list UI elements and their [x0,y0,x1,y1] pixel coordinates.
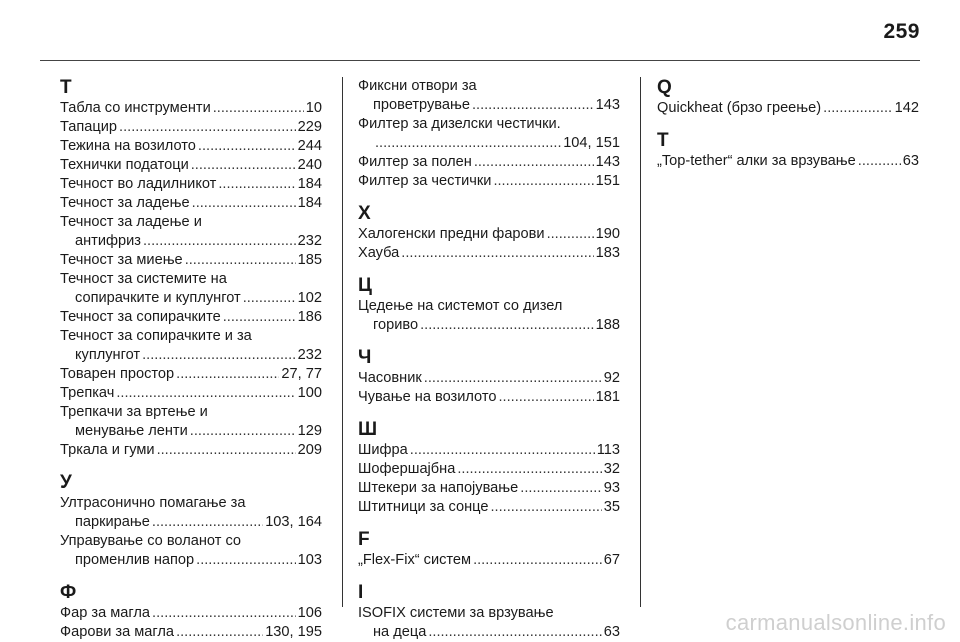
entry-line [358,369,620,388]
entry-line [358,551,620,570]
index-entry [60,532,322,570]
index-entry [60,494,322,532]
index-entry [358,77,620,115]
entry-term: „Flex-Fix“ систем [358,552,472,568]
entry-line [358,316,620,335]
entry-line [60,327,322,346]
column-divider [342,77,343,607]
entry-term: Тежина на возилото [60,138,196,154]
index-entry [60,327,322,365]
entry-term: Табла со инструменти [60,100,211,116]
entry-line [358,134,620,153]
entry-line [358,96,620,115]
entry-page-ref[interactable]: 185 [297,252,322,268]
entry-page-ref[interactable]: 63 [902,153,919,169]
entry-page-ref[interactable]: 92 [603,370,620,386]
entry-line [60,175,322,194]
section-letter: Ф [60,582,77,603]
dot-leader [223,308,296,327]
dot-leader [424,369,602,388]
entry-page-ref[interactable]: 67 [603,552,620,568]
dot-leader [185,251,296,270]
entry-line [60,365,322,384]
entry-term: Фиксни отвори за [358,78,477,94]
entry-line [358,623,620,642]
entry-term: куплунгот [75,347,141,363]
index-section [60,582,322,642]
entry-page-ref[interactable]: 143 [595,97,620,113]
dot-leader [457,460,601,479]
section-letter: F [358,529,370,550]
dot-leader [192,194,296,213]
index-entry [60,118,322,137]
entry-line [60,137,322,156]
entry-term: Филтер за честички [358,173,492,189]
entry-line [60,604,322,623]
entry-term: Течност за системите на [60,271,227,287]
entry-line [60,422,322,441]
entry-term: Тркала и гуми [60,442,155,458]
entry-page-ref[interactable]: 229 [297,119,322,135]
section-letter: Ч [358,347,372,368]
entry-page-ref[interactable]: 143 [595,154,620,170]
entry-term: Цедење на системот со дизел [358,298,563,314]
entry-page-ref[interactable]: 35 [603,499,620,515]
index-entry [657,152,919,171]
entry-term: Фар за магла [60,605,151,621]
entry-line [358,225,620,244]
index-section [358,582,620,642]
section-letter: Х [358,203,371,224]
entry-page-ref[interactable]: 103, 164 [265,514,322,530]
entry-term: Ултрасонично помагање за [60,495,246,511]
entry-term: на деца [373,624,427,640]
index-entry [60,99,322,118]
index-section [358,275,620,335]
entry-page-ref[interactable]: 32 [603,461,620,477]
entry-line [60,308,322,327]
entry-page-ref[interactable]: 103 [297,552,322,568]
index-entry [60,384,322,403]
entry-term: Технички податоци [60,157,189,173]
index-entry [358,244,620,263]
index-entry [60,270,322,308]
index-section [358,77,620,191]
entry-page-ref[interactable]: 190 [595,226,620,242]
dot-leader [142,346,296,365]
entry-term: Тапацир [60,119,118,135]
entry-term: променлив напор [75,552,195,568]
entry-term: Фарови за магла [60,624,175,640]
entry-page-ref[interactable]: 181 [595,389,620,405]
index-section [358,347,620,407]
index-entry [358,551,620,570]
index-entry [60,137,322,156]
entry-term: Течност за сопирачките и за [60,328,252,344]
index-entry [358,115,620,153]
entry-line [358,172,620,191]
dot-leader [243,289,296,308]
dot-leader [473,551,602,570]
entry-line [358,388,620,407]
entry-line [358,604,620,623]
entry-term: Хауба [358,245,400,261]
index-entry [358,225,620,244]
index-section [60,77,322,460]
index-entry [60,156,322,175]
entry-term: Штекери за напојување [358,480,519,496]
index-entry [358,441,620,460]
index-entry [60,194,322,213]
index-section [657,77,919,118]
entry-term: Штитници за сонце [358,499,489,515]
entry-term: Шифра [358,442,408,458]
dot-leader [498,388,593,407]
entry-page-ref[interactable]: 93 [603,480,620,496]
watermark: carmanualsonline.info [725,610,946,635]
entry-term: Шофершајбна [358,461,456,477]
entry-line [60,232,322,251]
entry-line [60,213,322,232]
entry-line [60,384,322,403]
entry-page-ref[interactable]: 129 [297,423,322,439]
entry-term: „Top-tether“ алки за врзување [657,153,856,169]
dot-leader [420,316,594,335]
entry-line [60,194,322,213]
page-number: 259 [883,20,920,43]
entry-line [657,99,919,118]
index-entry [60,441,322,460]
index-section [358,203,620,263]
entry-page-ref[interactable]: 104, 151 [563,135,620,151]
header-rule [40,60,920,61]
entry-line [358,77,620,96]
index-entry [60,213,322,251]
index-entry [358,460,620,479]
index-section [358,419,620,517]
entry-line [60,346,322,365]
entry-page-ref[interactable]: 232 [297,233,322,249]
entry-page-ref[interactable]: 102 [297,290,322,306]
index-entry [60,403,322,441]
entry-line [60,156,322,175]
entry-line [60,513,322,532]
entry-term: Quickheat (брзо греење) [657,100,822,116]
entry-page-ref[interactable]: 151 [595,173,620,189]
entry-line [60,551,322,570]
dot-leader [493,172,593,191]
entry-line [358,153,620,172]
dot-leader [858,152,901,171]
entry-line [358,498,620,517]
section-letter: T [657,130,669,151]
dot-leader [191,156,296,175]
index-entry [657,99,919,118]
dot-leader [218,175,295,194]
dot-leader [116,384,295,403]
index-column-2 [358,77,620,642]
section-letter: I [358,582,364,603]
dot-leader [823,99,893,118]
entry-term: Халогенски предни фарови [358,226,545,242]
entry-page-ref[interactable]: 244 [297,138,322,154]
entry-page-ref[interactable]: 100 [297,385,322,401]
entry-line [358,479,620,498]
entry-line [358,441,620,460]
dot-leader [547,225,594,244]
index-entry [60,365,322,384]
entry-term: Трепкач [60,385,115,401]
index-entry [358,369,620,388]
entry-line [60,494,322,513]
index-entry [358,479,620,498]
dot-leader [428,623,601,642]
entry-line [657,152,919,171]
index-section [657,130,919,171]
entry-page-ref[interactable]: 186 [297,309,322,325]
index-entry [60,308,322,327]
entry-line [60,99,322,118]
index-entry [358,498,620,517]
section-letter: Q [657,77,672,98]
index-column-3 [657,77,919,171]
index-section [358,529,620,570]
entry-line [60,623,322,642]
dot-leader [410,441,595,460]
entry-page-ref[interactable]: 113 [596,442,620,458]
entry-term: Товарен простор [60,366,175,382]
entry-page-ref[interactable]: 188 [595,317,620,333]
entry-line [60,270,322,289]
dot-leader [119,118,296,137]
entry-term: Чување на возилото [358,389,497,405]
entry-line [60,289,322,308]
dot-leader [196,551,296,570]
entry-page-ref[interactable]: 106 [297,605,322,621]
index-entry [358,297,620,335]
entry-line [358,115,620,134]
dot-leader [490,498,601,517]
section-letter: Ш [358,419,378,440]
entry-page-ref[interactable]: 142 [894,100,919,116]
entry-term: сопирачките и куплунгот [75,290,241,306]
index-entry [358,172,620,191]
column-divider [640,77,641,607]
dot-leader [190,422,296,441]
entry-line [60,118,322,137]
entry-term: ISOFIX системи за врзување [358,605,554,621]
entry-term: Филтер за полен [358,154,472,170]
entry-term: Течност во ладилникот [60,176,217,192]
index-entry [60,604,322,623]
dot-leader [176,365,279,384]
section-letter: Т [60,77,72,98]
dot-leader [472,96,594,115]
index-entry [358,153,620,172]
index-entry [358,604,620,642]
entry-page-ref[interactable]: 184 [297,176,322,192]
dot-leader [152,604,296,623]
entry-term: Течност за ладење [60,195,190,211]
dot-leader [213,99,304,118]
entry-page-ref[interactable]: 63 [603,624,620,640]
entry-term: паркирање [75,514,150,530]
index-entry [60,623,322,642]
entry-page-ref[interactable]: 232 [297,347,322,363]
section-letter: Ц [358,275,372,296]
entry-term: гориво [373,317,419,333]
entry-page-ref[interactable]: 240 [297,157,322,173]
entry-page-ref[interactable]: 184 [297,195,322,211]
dot-leader [474,153,594,172]
entry-term: антифриз [75,233,141,249]
entry-term: менување ленти [75,423,188,439]
dot-leader [176,623,263,642]
entry-page-ref[interactable]: 27, 77 [281,366,322,382]
dot-leader [401,244,593,263]
entry-term: Течност за ладење и [60,214,202,230]
entry-term: Течност за сопирачките [60,309,221,325]
entry-page-ref[interactable]: 183 [595,245,620,261]
entry-term: проветрување [373,97,470,113]
entry-page-ref[interactable]: 10 [305,100,322,116]
entry-term: Трепкачи за вртење и [60,404,208,420]
dot-leader [520,479,601,498]
dot-leader [157,441,296,460]
entry-line [358,460,620,479]
entry-line [60,532,322,551]
index-entry [60,175,322,194]
entry-line [60,403,322,422]
entry-term: Филтер за дизелски честички. [358,116,561,132]
index-entry [60,251,322,270]
dot-leader [198,137,296,156]
dot-leader [152,513,263,532]
entry-term: Часовник [358,370,422,386]
entry-page-ref[interactable]: 130, 195 [265,624,322,640]
dot-leader [143,232,296,251]
entry-term: Управување со воланот со [60,533,242,549]
entry-line [60,251,322,270]
index-entry [358,388,620,407]
entry-line [358,297,620,316]
dot-leader [375,134,561,153]
entry-line [358,244,620,263]
entry-term: Течност за миење [60,252,183,268]
index-column-1 [60,77,322,642]
entry-page-ref[interactable]: 209 [297,442,322,458]
index-section [60,472,322,570]
section-letter: У [60,472,72,493]
entry-line [60,441,322,460]
